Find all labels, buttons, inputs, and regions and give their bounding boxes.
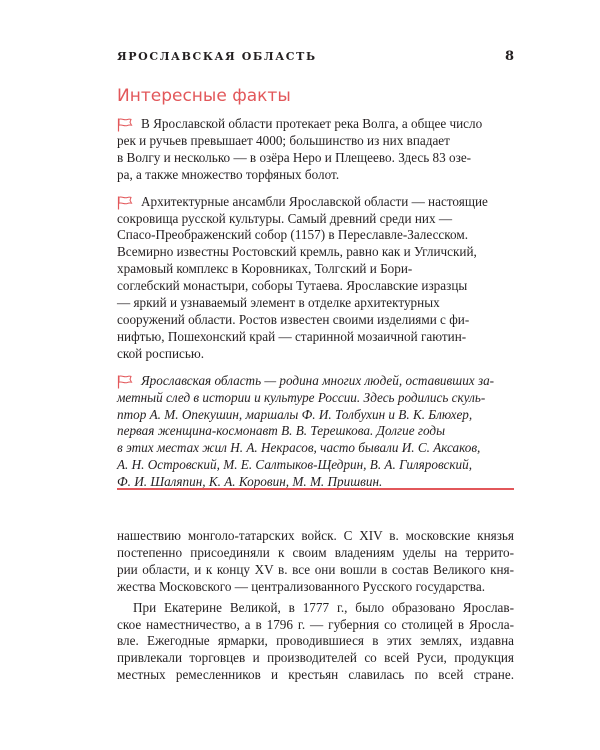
text-line: жества Московского — централизованного Русского государства.	[117, 578, 485, 594]
text-line: в Волгу и несколько — в озёра Неро и Плещеево. Здесь 83 озе-	[117, 149, 472, 165]
text-line: птор А. М. Опекушин, маршалы Ф. И. Толбухин и В. К. Блюхер,	[117, 406, 473, 422]
text-line: местных ремесленников и крестьян славилась по всей стране.	[117, 667, 514, 683]
facts-list	[117, 116, 514, 501]
text-line: метный след в истории и культуре России. Здесь родились скуль-	[117, 389, 486, 405]
text-line: При Екатерине Великой, в 1777 г., было образовано Ярослав-	[133, 599, 514, 615]
text-line: А. Н. Островский, М. Е. Салтыков-Щедрин, В. А. Гиляровский,	[117, 457, 473, 473]
text-line: сокровища русской культуры. Самый древний среди них —	[117, 210, 453, 226]
text-line: ское наместничество, а в 1796 г. — губерния со столицей в Яросла-	[117, 616, 514, 632]
text-line: Спасо-Преображенский собор (1157) в Переславле-Залесском.	[117, 227, 469, 243]
text-line: ской росписью.	[117, 345, 205, 361]
paragraph	[117, 600, 514, 685]
flag-icon	[117, 196, 133, 210]
section-title: Интересные факты	[117, 86, 291, 106]
text-line: Всемирно известны Ростовский кремль, равно как и Угличский,	[117, 244, 477, 260]
fact-text	[117, 194, 514, 363]
text-line: вле. Ежегодные ярмарки, проводившиеся в этих землях, издавна	[117, 633, 514, 649]
flag-icon	[117, 375, 133, 389]
text-line: рии области, и к концу XV в. все они вошли в состав Великого кня-	[117, 561, 514, 577]
text-line: нифтью, Пошехонский край — старинной мозаичной гаютин-	[117, 328, 467, 344]
flag-icon	[117, 118, 133, 132]
running-head	[117, 49, 514, 64]
text-line: сооружений области. Ростов известен своими изделиями с фи-	[117, 311, 470, 327]
body-text	[117, 528, 514, 684]
text-line: постепенно присоединяли к своим владениям уделы на террито-	[117, 544, 514, 560]
text-line: привлекали торговцев и производителей со всей Руси, продукция	[117, 650, 514, 666]
text-line: Архитектурные ансамбли Ярославской области — настоящие	[141, 193, 488, 209]
fact-text	[117, 373, 514, 491]
page-number: 8	[504, 49, 514, 64]
fact-text	[117, 116, 514, 184]
text-line: первая женщина-космонавт В. В. Терешкова. Долгие годы	[117, 423, 446, 439]
fact-item	[117, 194, 514, 363]
text-line: соглебский монастыри, соборы Тутаева. Ярославские изразцы	[117, 278, 468, 294]
paragraph	[117, 528, 514, 596]
running-title: ЯРОСЛАВСКАЯ ОБЛАСТЬ	[117, 50, 317, 63]
section-divider	[117, 488, 514, 490]
text-line: нашествию монголо-татарских войск. С XIV в. московские князья	[117, 528, 514, 543]
fact-item	[117, 116, 514, 184]
text-line: в этих местах жил Н. А. Некрасов, часто бывали И. С. Аксаков,	[117, 440, 481, 456]
text-line: ра, а также множество торфяных болот.	[117, 166, 340, 182]
text-line: Ф. И. Шаляпин, К. А. Коровин, М. М. Пришвин.	[117, 474, 383, 490]
text-line: В Ярославской области протекает река Волга, а общее число	[141, 116, 483, 131]
text-line: храмовый комплекс в Коровниках, Толгский и Бори-	[117, 261, 413, 277]
text-line: — яркий и узнаваемый элемент в отделке архитектурных	[117, 295, 440, 311]
fact-item	[117, 373, 514, 491]
text-line: Ярославская область — родина многих людей, оставивших за-	[141, 372, 495, 388]
text-line: рек и ручьев превышает 4000; большинство из них впадает	[117, 132, 450, 148]
